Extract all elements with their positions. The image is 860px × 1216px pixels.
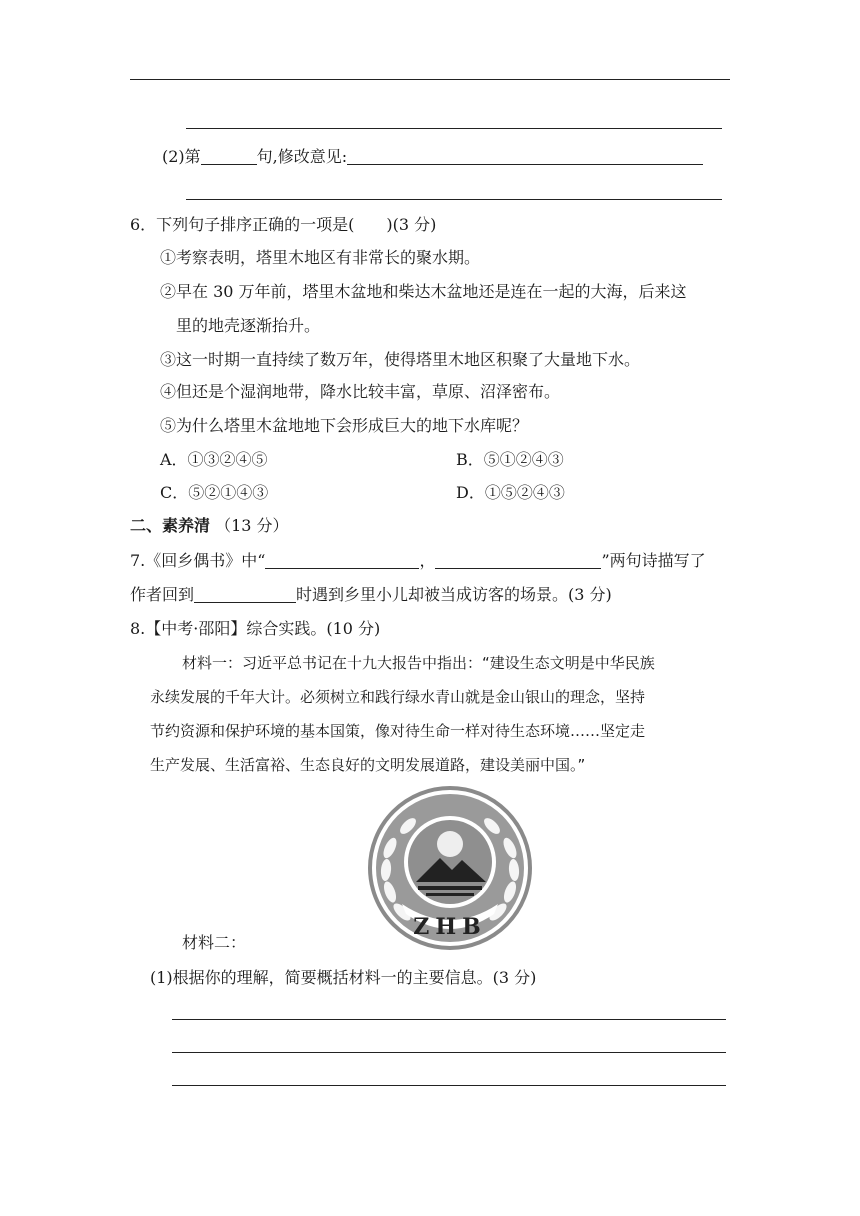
q7-line1 (130, 550, 706, 572)
answer-line (172, 1019, 726, 1020)
q6-stem: 6．下列句子排序正确的一项是( )(3 分) (130, 215, 437, 234)
header-rule (130, 79, 730, 80)
q7-suffix: ”两句诗描写了 (601, 551, 706, 570)
answer-line (172, 1052, 726, 1053)
poem-blank-2[interactable] (435, 552, 601, 569)
revision-blank[interactable] (347, 148, 703, 165)
section-score: （13 分） (215, 516, 289, 535)
q6-sentence-3: ③这一时期一直持续了数万年，使得塔里木地区积聚了大量地下水。 (160, 350, 641, 369)
q5-sub2-prefix: (2)第 (162, 147, 201, 166)
q6-sentence-2: ②早在 30 万年前，塔里木盆地和柴达木盆地还是连在一起的大海，后来这 (160, 282, 687, 301)
material1-line-4: 生产发展、生活富裕、生态良好的文明发展道路，建设美丽中国。” (150, 756, 586, 774)
material1-line-1: 材料一：习近平总书记在十九大报告中指出：“建设生态文明是中华民族 (182, 654, 655, 672)
q6-sentence-2-cont: 里的地壳逐渐抬升。 (176, 316, 321, 335)
material1-line-3: 节约资源和保护环境的基本国策，像对待生命一样对待生态环境……坚定走 (150, 722, 646, 740)
sentence-number-blank[interactable] (201, 148, 257, 165)
q6-option-b[interactable]: B．⑤①②④③ (456, 450, 564, 469)
answer-line (172, 1085, 726, 1086)
logo-text: ZHB (413, 914, 487, 940)
q5-sub2 (162, 146, 703, 168)
q8-sub1: (1)根据你的理解，简要概括材料一的主要信息。(3 分) (150, 968, 537, 987)
q7-line2-prefix: 作者回到 (130, 585, 195, 604)
q6-option-a[interactable]: A．①③②④⑤ (160, 450, 268, 469)
poem-blank-1[interactable] (265, 552, 419, 569)
q6-sentence-1: ①考察表明，塔里木地区有非常长的聚水期。 (160, 248, 481, 267)
material2-label: 材料二： (182, 933, 247, 952)
section-title (130, 515, 289, 537)
q7-comma: ， (419, 551, 436, 570)
q7-prefix: 7.《回乡偶书》中“ (130, 551, 266, 570)
q6-option-d[interactable]: D．①⑤②④③ (456, 483, 565, 502)
environmental-protection-logo (362, 786, 538, 950)
answer-line (186, 199, 722, 200)
q5-sub2-mid: 句,修改意见: (256, 147, 348, 166)
q6-option-c[interactable]: C．⑤②①④③ (160, 483, 269, 502)
q8-stem: 8.【中考·邵阳】综合实践。(10 分) (130, 619, 381, 638)
section-name: 二、素养清 (130, 516, 211, 535)
material1-line-2: 永续发展的千年大计。必须树立和践行绿水青山就是金山银山的理念，坚持 (150, 688, 646, 706)
q6-sentence-5: ⑤为什么塔里木盆地地下会形成巨大的地下水库呢？ (160, 416, 529, 435)
q6-sentence-4: ④但还是个湿润地带，降水比较丰富，草原、沼泽密布。 (160, 382, 561, 401)
q7-line2 (130, 584, 612, 606)
answer-line (186, 128, 722, 129)
q7-line2-suffix: 时遇到乡里小儿却被当成访客的场景。(3 分) (296, 585, 612, 604)
age-blank[interactable] (194, 586, 296, 603)
